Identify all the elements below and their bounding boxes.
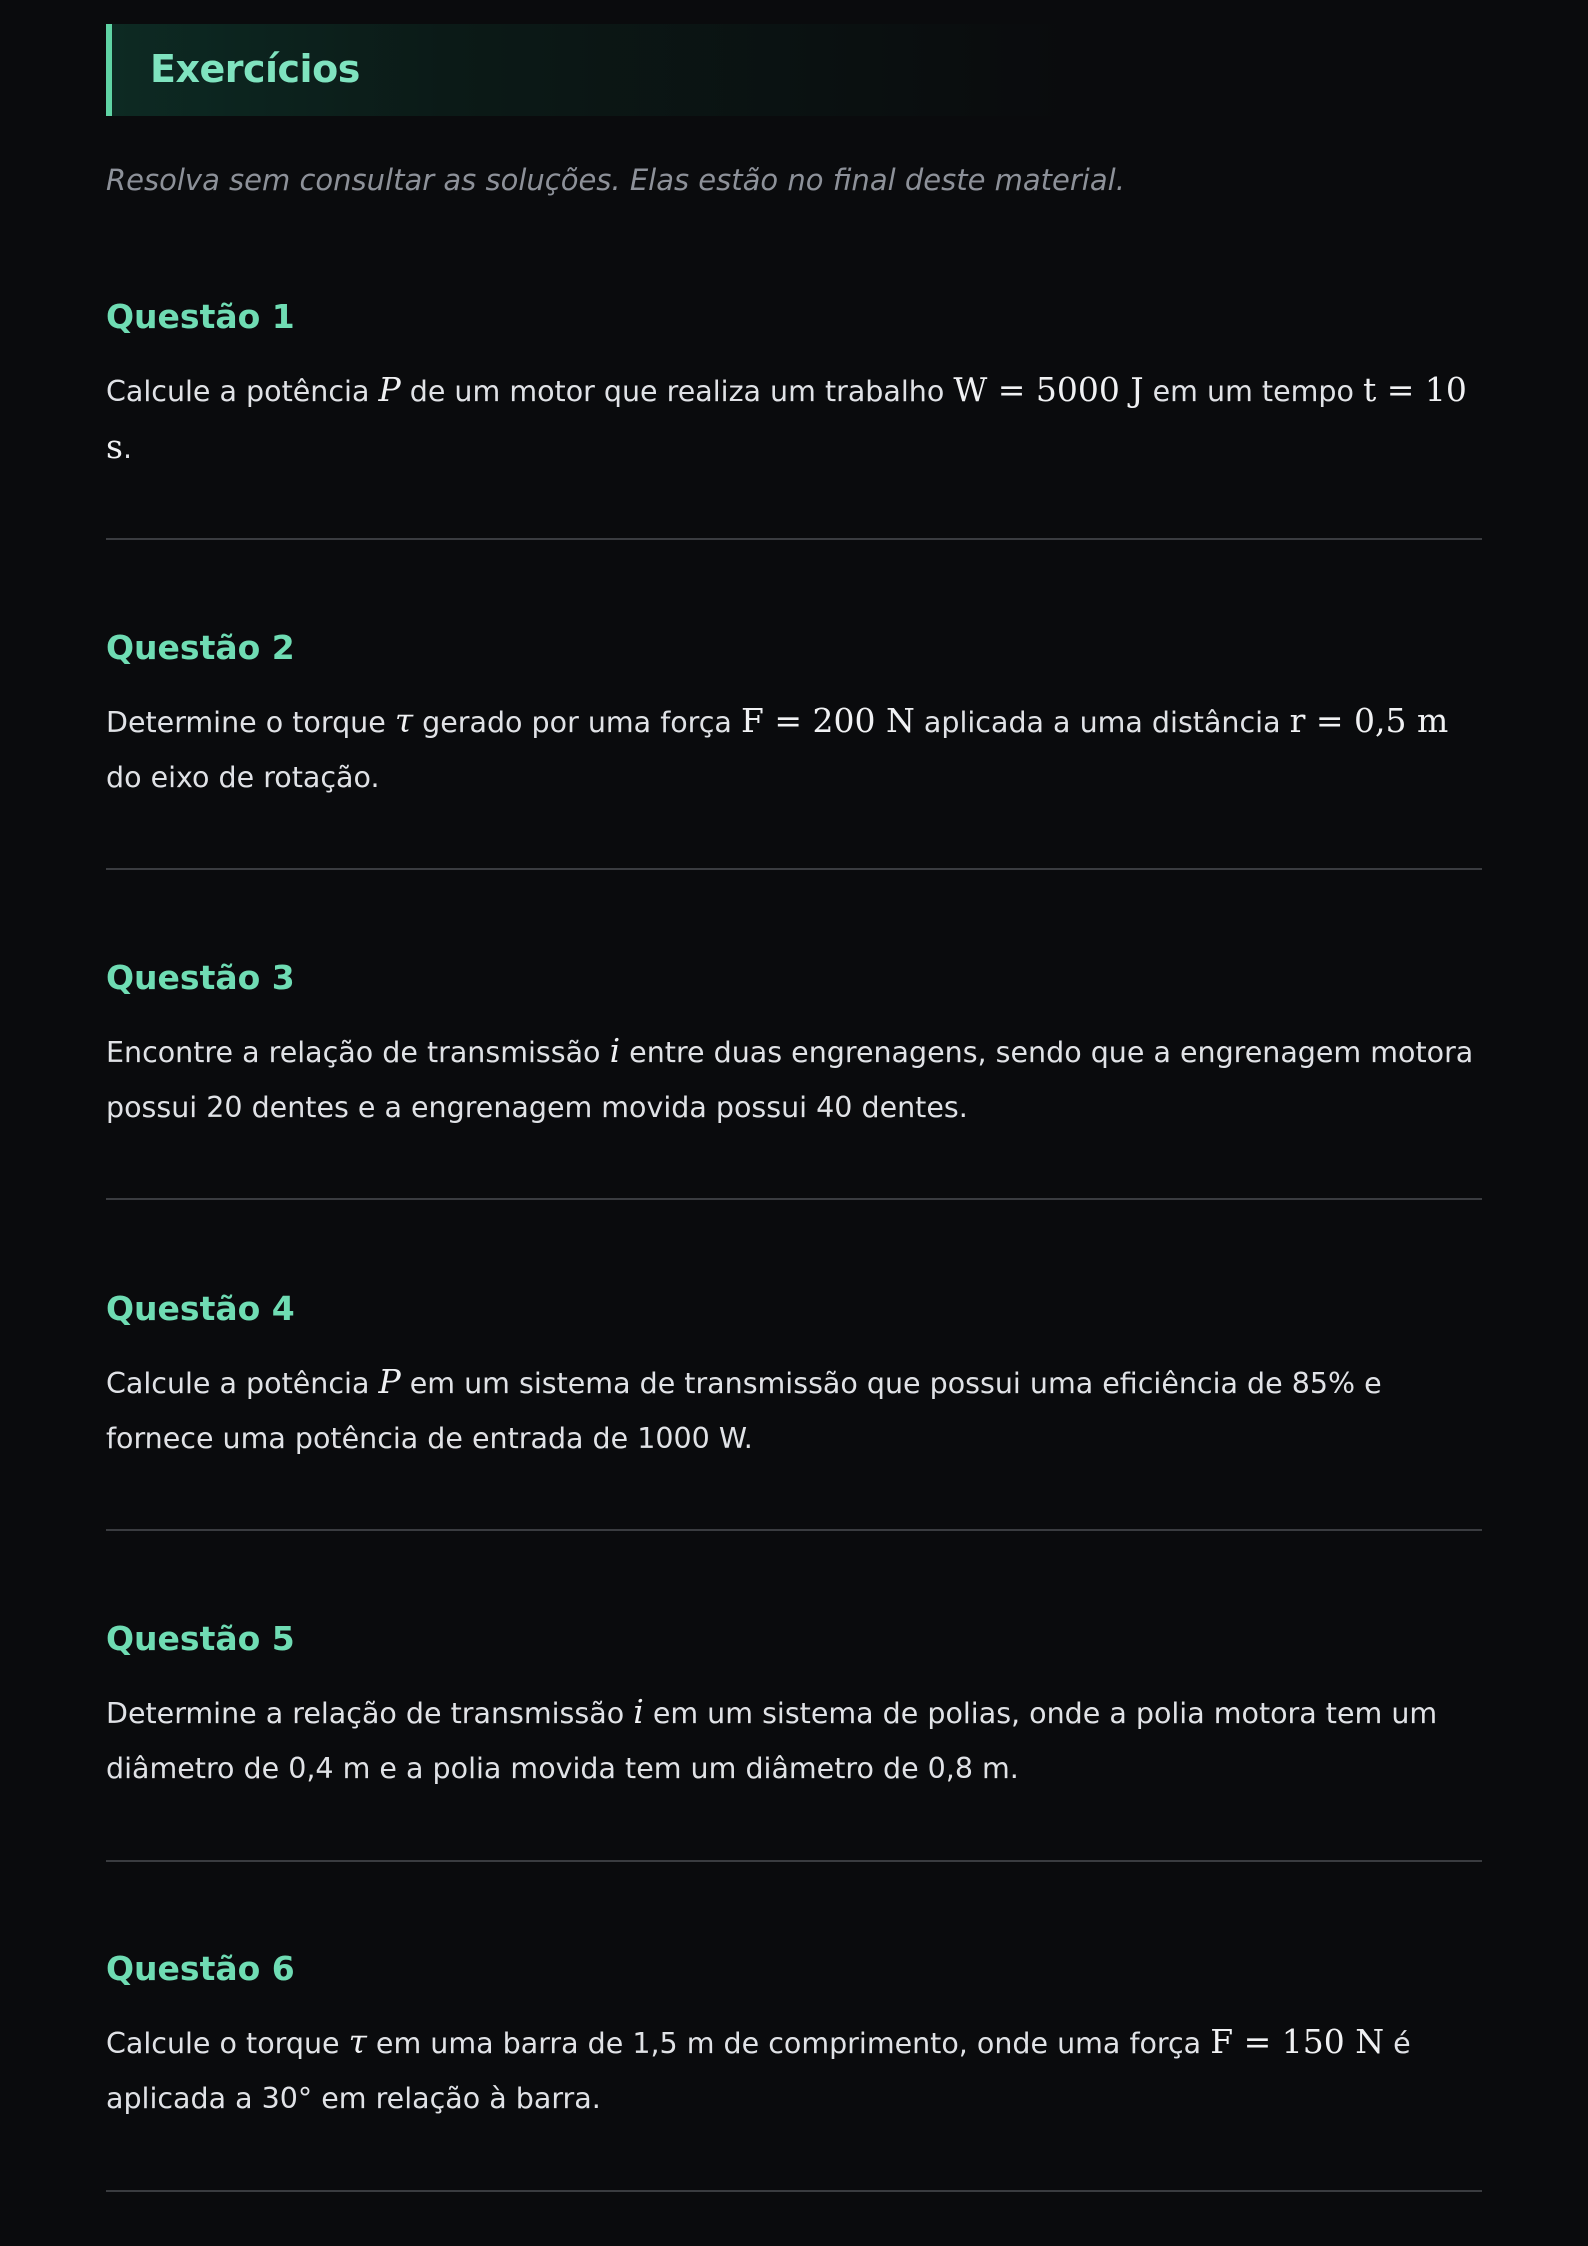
question-title: Questão 1 (106, 297, 295, 336)
question-text (106, 1684, 1482, 1796)
intro-text: Resolva sem consultar as soluções. Elas estão no final deste material. (106, 163, 1125, 197)
math-expression: r = 0,5 m (1289, 701, 1449, 740)
question-text (106, 1354, 1482, 1466)
question-title: Questão 4 (106, 1289, 295, 1328)
text-segment: em um sistema de polias, onde a polia motora tem um diâmetro de 0,4 m e a polia movida tem um diâmetro de 0,8 m. (106, 1697, 1438, 1785)
text-segment: Calcule o torque (106, 2027, 349, 2060)
math-expression: τ (394, 701, 414, 740)
section-header (106, 24, 1066, 116)
text-segment: em um sistema de transmissão que possui uma eficiência de 85% e fornece uma potência de entrada de 1000 W. (106, 1367, 1382, 1455)
math-expression: F = 150 N (1210, 2022, 1385, 2061)
math-expression: F = 200 N (740, 701, 915, 740)
divider (106, 538, 1482, 540)
text-segment: gerado por uma força (413, 706, 741, 739)
text-segment: Determine a relação de transmissão (106, 1697, 634, 1730)
question-text (106, 362, 1482, 476)
text-segment: Calcule a potência (106, 1367, 379, 1400)
text-segment: . (122, 432, 132, 465)
question-text (106, 693, 1482, 805)
section-title: Exercícios (150, 47, 360, 91)
divider (106, 868, 1482, 870)
text-segment: Determine o torque (106, 706, 395, 739)
question-5 (106, 1614, 1482, 1785)
question-text (106, 1023, 1482, 1135)
text-segment: Calcule a potência (106, 375, 379, 408)
text-segment: de um motor que realiza um trabalho (400, 375, 954, 408)
math-expression: P (378, 370, 401, 409)
question-title: Questão 6 (106, 1949, 295, 1988)
divider (106, 1198, 1482, 1200)
divider (106, 1529, 1482, 1531)
question-2 (106, 623, 1482, 794)
text-segment: em um tempo (1143, 375, 1363, 408)
question-title: Questão 5 (106, 1619, 295, 1658)
math-expression: τ (348, 2022, 367, 2061)
math-expression: i (633, 1692, 644, 1731)
question-text (106, 2014, 1482, 2126)
question-1 (106, 292, 1482, 466)
math-expression: P (378, 1362, 401, 1401)
math-expression: t = 10 s (106, 370, 1467, 466)
question-title: Questão 2 (106, 628, 295, 667)
text-segment: aplicada a uma distância (914, 706, 1290, 739)
question-4 (106, 1284, 1482, 1455)
question-6 (106, 1944, 1482, 2115)
question-3 (106, 953, 1482, 1124)
text-segment: em uma barra de 1,5 m de comprimento, onde uma força (366, 2027, 1211, 2060)
text-segment: é aplicada a 30° em relação à barra. (106, 2027, 1411, 2115)
divider (106, 1860, 1482, 1862)
divider (106, 2190, 1482, 2192)
text-segment: Encontre a relação de transmissão (106, 1036, 610, 1069)
math-expression: W = 5000 J (953, 370, 1144, 409)
math-expression: i (609, 1031, 621, 1070)
question-title: Questão 3 (106, 958, 295, 997)
text-segment: entre duas engrenagens, sendo que a engrenagem motora possui 20 dentes e a engrenagem movida possui 40 dentes. (106, 1036, 1474, 1124)
text-segment: do eixo de rotação. (106, 761, 380, 794)
